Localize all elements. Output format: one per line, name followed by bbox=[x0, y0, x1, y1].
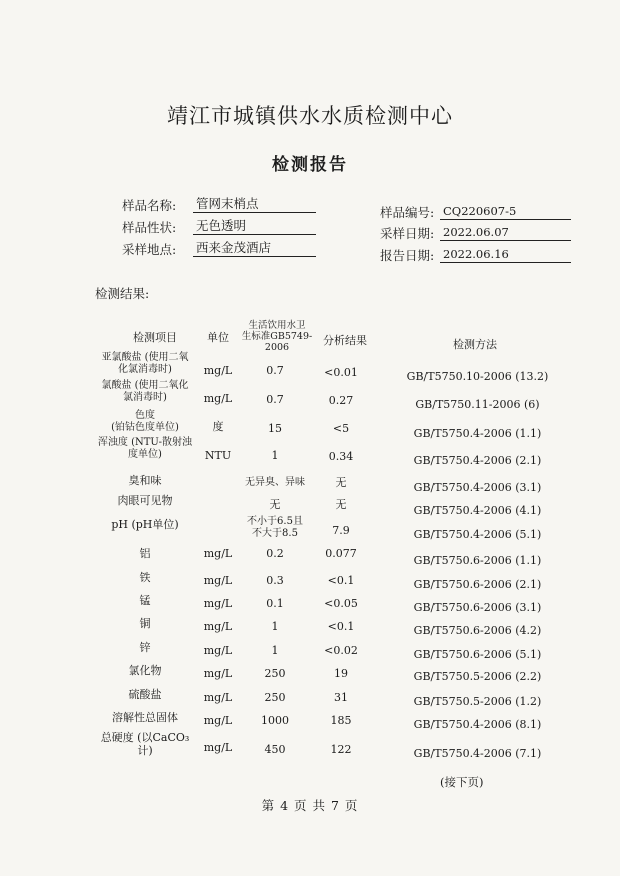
page-footer: 第 4 页 共 7 页 bbox=[261, 798, 359, 813]
standard-cell: 1 bbox=[271, 620, 279, 633]
report-date-value: 2022.06.16 bbox=[440, 246, 571, 263]
standard-cell: 无异臭、异味 bbox=[245, 477, 305, 488]
standard-cell: 0.1 bbox=[266, 597, 284, 610]
method-cell: GB/T5750.5-2006 (1.2) bbox=[413, 695, 542, 708]
result-cell: 0.27 bbox=[328, 394, 354, 407]
standard-cell: 1000 bbox=[261, 714, 289, 727]
unit-cell: mg/L bbox=[203, 714, 233, 727]
sampling-location-label: 采样地点: bbox=[122, 242, 177, 257]
method-cell: GB/T5750.10-2006 (13.2) bbox=[406, 370, 549, 383]
standard-cell: 1 bbox=[271, 644, 279, 657]
item-line2: (铂钴色度单位) bbox=[111, 422, 179, 433]
unit-cell: mg/L bbox=[203, 644, 233, 657]
header-standard-line3: 2006 bbox=[264, 342, 290, 353]
method-cell: GB/T5750.4-2006 (7.1) bbox=[413, 747, 542, 760]
item-line1: 色度 bbox=[135, 410, 155, 421]
method-cell: GB/T5750.4-2006 (1.1) bbox=[413, 427, 542, 440]
header-item: 检测项目 bbox=[133, 331, 177, 344]
item-line2: 度单位) bbox=[128, 449, 162, 460]
method-cell: GB/T5750.4-2006 (8.1) bbox=[413, 718, 542, 731]
standard-cell: 250 bbox=[264, 667, 286, 680]
method-cell: GB/T5750.4-2006 (3.1) bbox=[413, 481, 542, 494]
standard-line1: 不小于6.5且 bbox=[247, 516, 303, 527]
method-cell: GB/T5750.6-2006 (5.1) bbox=[413, 648, 542, 661]
method-cell: GB/T5750.4-2006 (5.1) bbox=[413, 528, 542, 541]
item-cell bbox=[80, 731, 210, 757]
sample-name-value: 管网末梢点 bbox=[193, 196, 316, 213]
item-cell bbox=[80, 352, 210, 376]
item-cell: 铁 bbox=[139, 571, 151, 584]
result-cell: 7.9 bbox=[332, 524, 350, 537]
item-cell bbox=[80, 380, 210, 404]
method-cell: GB/T5750.6-2006 (3.1) bbox=[413, 601, 542, 614]
method-cell: GB/T5750.4-2006 (2.1) bbox=[413, 454, 542, 467]
result-cell: 185 bbox=[330, 714, 352, 727]
unit-cell: mg/L bbox=[203, 597, 233, 610]
standard-cell: 0.3 bbox=[266, 574, 284, 587]
item-line1: 亚氯酸盐 (使用二氧 bbox=[101, 352, 189, 363]
item-cell: 溶解性总固体 bbox=[112, 711, 178, 724]
unit-cell: NTU bbox=[204, 449, 232, 462]
header-standard bbox=[236, 320, 318, 353]
item-line1: 总硬度 (以CaCO₃ bbox=[100, 731, 190, 744]
unit-cell: mg/L bbox=[203, 364, 233, 377]
header-unit: 单位 bbox=[207, 331, 229, 344]
item-line1: 浑浊度 (NTU-散射浊 bbox=[97, 437, 193, 448]
result-cell: 122 bbox=[330, 743, 352, 756]
sampling-date-value: 2022.06.07 bbox=[440, 224, 571, 241]
standard-cell: 1 bbox=[271, 449, 279, 462]
standard-cell: 0.7 bbox=[266, 364, 284, 377]
standard-cell: 250 bbox=[264, 691, 286, 704]
result-cell: <0.05 bbox=[324, 597, 358, 610]
unit-cell: mg/L bbox=[203, 691, 233, 704]
method-cell: GB/T5750.5-2006 (2.2) bbox=[413, 670, 542, 683]
org-title: 靖江市城镇供水水质检测中心 bbox=[167, 104, 453, 128]
unit-cell: mg/L bbox=[203, 547, 233, 560]
method-cell: GB/T5750.4-2006 (4.1) bbox=[413, 504, 542, 517]
unit-cell: mg/L bbox=[203, 392, 233, 405]
continue-note: (接下页) bbox=[440, 775, 484, 789]
method-cell: GB/T5750.6-2006 (2.1) bbox=[413, 578, 542, 591]
method-cell: GB/T5750.6-2006 (4.2) bbox=[413, 624, 542, 637]
result-cell: 19 bbox=[334, 667, 348, 680]
item-cell bbox=[80, 410, 210, 434]
header-standard-line1: 生活饮用水卫 bbox=[248, 320, 306, 331]
unit-cell: 度 bbox=[212, 420, 224, 433]
item-line1: 氯酸盐 (使用二氧化 bbox=[101, 380, 189, 391]
result-cell: <5 bbox=[332, 422, 350, 435]
item-cell: 氯化物 bbox=[128, 664, 162, 677]
sample-name-label: 样品名称: bbox=[122, 198, 177, 213]
result-cell: <0.1 bbox=[327, 574, 355, 587]
standard-line2: 不大于8.5 bbox=[252, 528, 298, 539]
result-cell: <0.02 bbox=[324, 644, 358, 657]
sample-property-value: 无色透明 bbox=[193, 218, 316, 235]
item-cell: 肉眼可见物 bbox=[117, 494, 173, 507]
item-cell: 铝 bbox=[139, 547, 151, 560]
item-cell: 臭和味 bbox=[128, 474, 162, 487]
item-cell: 硫酸盐 bbox=[128, 688, 162, 701]
unit-cell: mg/L bbox=[203, 667, 233, 680]
result-cell: 31 bbox=[334, 691, 348, 704]
sample-property-label: 样品性状: bbox=[122, 220, 177, 235]
standard-cell bbox=[236, 516, 314, 540]
result-cell: 0.34 bbox=[328, 450, 354, 463]
result-cell: 无 bbox=[335, 498, 347, 511]
standard-cell: 15 bbox=[268, 422, 282, 435]
unit-cell: mg/L bbox=[203, 574, 233, 587]
results-label: 检测结果: bbox=[95, 286, 150, 301]
header-result: 分析结果 bbox=[323, 334, 367, 347]
header-standard-line2: 生标准GB5749- bbox=[241, 331, 313, 342]
unit-cell: mg/L bbox=[203, 620, 233, 633]
standard-cell: 无 bbox=[269, 498, 281, 511]
result-cell: <0.01 bbox=[324, 366, 358, 379]
method-cell: GB/T5750.6-2006 (1.1) bbox=[413, 554, 542, 567]
item-cell: pH (pH单位) bbox=[111, 518, 179, 531]
item-line2: 计) bbox=[137, 744, 153, 757]
item-cell bbox=[80, 437, 210, 461]
result-cell: 无 bbox=[335, 476, 347, 489]
sampling-date-label: 采样日期: bbox=[380, 226, 435, 241]
item-cell: 锰 bbox=[139, 594, 151, 607]
item-line2: 化氯消毒时) bbox=[118, 364, 172, 375]
header-method: 检测方法 bbox=[453, 338, 497, 351]
item-cell: 锌 bbox=[139, 641, 151, 654]
item-cell: 铜 bbox=[139, 617, 151, 630]
standard-cell: 450 bbox=[264, 743, 286, 756]
result-cell: <0.1 bbox=[327, 620, 355, 633]
sample-number-label: 样品编号: bbox=[380, 205, 435, 220]
item-line2: 氯消毒时) bbox=[123, 392, 167, 403]
result-cell: 0.077 bbox=[325, 547, 357, 560]
sample-number-value: CQ220607-5 bbox=[440, 203, 571, 220]
method-cell: GB/T5750.11-2006 (6) bbox=[415, 398, 540, 411]
standard-cell: 0.2 bbox=[266, 547, 284, 560]
report-title: 检测报告 bbox=[272, 155, 348, 175]
report-date-label: 报告日期: bbox=[380, 248, 435, 263]
sampling-location-value: 西来金茂酒店 bbox=[193, 240, 316, 257]
unit-cell: mg/L bbox=[203, 741, 233, 754]
standard-cell: 0.7 bbox=[266, 393, 284, 406]
